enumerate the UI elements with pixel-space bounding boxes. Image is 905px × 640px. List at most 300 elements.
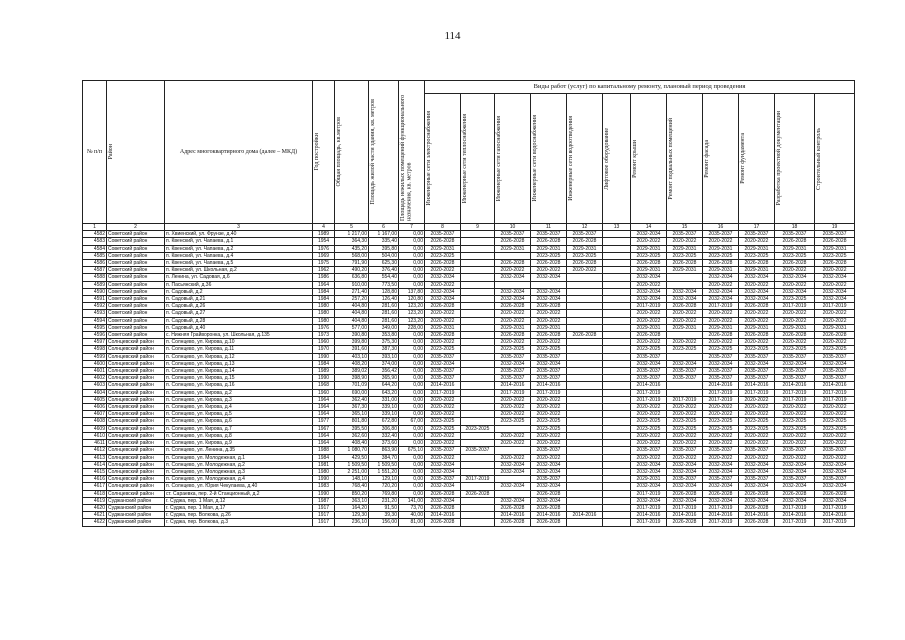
table-cell: 4596 — [83, 332, 107, 339]
table-cell: 0,00 — [399, 389, 425, 396]
table-cell — [567, 468, 603, 475]
table-cell: 2017-2019 — [775, 396, 815, 403]
table-cell — [461, 389, 495, 396]
table-cell: 2035-2037 — [531, 476, 567, 483]
table-row — [83, 432, 855, 439]
table-cell: 2020-2022 — [667, 339, 703, 346]
table-cell: 2035-2037 — [703, 353, 739, 360]
column-number: 3 — [165, 224, 313, 231]
table-cell: 2017-2019 — [703, 519, 739, 526]
table-cell: г. Суджа, пер. 1 Мая, д.12 — [165, 497, 313, 504]
col-header-work-11 — [775, 94, 815, 224]
table-cell: 0,00 — [399, 281, 425, 288]
table-cell: 2017-2019 — [703, 396, 739, 403]
table-cell: п. Пасьянский, д.36 — [165, 281, 313, 288]
table-cell: 2035-2037 — [667, 375, 703, 382]
table-cell: 2017-2019 — [815, 389, 855, 396]
table-cell: Советский район — [107, 332, 165, 339]
table-cell: 2023-2025 — [703, 425, 739, 432]
table-cell — [567, 389, 603, 396]
table-cell: 2032-2034 — [495, 288, 531, 295]
table-cell: 2026-2028 — [495, 504, 531, 511]
table-cell: 2020-2022 — [631, 281, 667, 288]
table-cell: 2020-2022 — [667, 432, 703, 439]
column-number: 2 — [107, 224, 165, 231]
table-cell: 2032-2034 — [775, 360, 815, 367]
table-cell — [603, 324, 631, 331]
table-cell: Солнцевский район — [107, 382, 165, 389]
table-cell: 801,80 — [335, 418, 369, 425]
table-cell: 393,10 — [369, 353, 399, 360]
table-cell: Солнцевский район — [107, 447, 165, 454]
table-cell: Советский район — [107, 303, 165, 310]
table-cell: 4601 — [83, 368, 107, 375]
table-cell: 2032-2034 — [667, 296, 703, 303]
work-header-text: Разработка проектной документации — [776, 111, 782, 206]
table-cell: 2017-2019 — [775, 389, 815, 396]
table-cell: 2032-2034 — [631, 468, 667, 475]
table-cell: 2032-2034 — [667, 468, 703, 475]
table-row — [83, 332, 855, 339]
table-cell: 408,20 — [335, 360, 369, 367]
table-row — [83, 281, 855, 288]
table-cell: 123,20 — [399, 310, 425, 317]
table-cell — [567, 324, 603, 331]
table-cell: п. Солнцево, ул. Кирова, д.14 — [165, 368, 313, 375]
table-cell: 2032-2034 — [631, 461, 667, 468]
table-cell — [567, 288, 603, 295]
work-header-text: Ремонт фасада — [704, 139, 710, 178]
table-cell: 2020-2022 — [739, 310, 775, 317]
table-cell: 2032-2034 — [667, 461, 703, 468]
table-cell: п. Солнцево, ул. Кирова, д.11 — [165, 346, 313, 353]
table-cell: 1975 — [313, 260, 335, 267]
column-number: 16 — [703, 224, 739, 231]
table-cell: 2026-2028 — [667, 260, 703, 267]
table-cell — [461, 404, 495, 411]
table-cell: 2032-2034 — [775, 497, 815, 504]
table-cell: 384,70 — [369, 454, 399, 461]
table-cell: 2020-2022 — [815, 411, 855, 418]
table-cell: 2020-2022 — [815, 310, 855, 317]
table-cell: 2023-2025 — [739, 418, 775, 425]
table-cell: 2023-2025 — [531, 346, 567, 353]
work-header-text: Ремонт подвальных помещений — [668, 117, 674, 200]
table-cell: 2026-2028 — [531, 519, 567, 526]
table-cell: 2032-2034 — [631, 483, 667, 490]
column-number: 9 — [461, 224, 495, 231]
table-cell: 2026-2028 — [775, 260, 815, 267]
table-cell: 2020-2022 — [425, 281, 461, 288]
table-cell — [603, 418, 631, 425]
table-cell — [603, 504, 631, 511]
table-cell: 2029-2031 — [495, 245, 531, 252]
table-cell: 1989 — [313, 231, 335, 238]
table-cell — [603, 476, 631, 483]
table-cell: 4621 — [83, 512, 107, 519]
table-cell — [667, 332, 703, 339]
table-cell: 2032-2034 — [703, 483, 739, 490]
table-cell: 2035-2037 — [703, 368, 739, 375]
table-cell: 2020-2022 — [739, 396, 775, 403]
table-cell: 2017-2019 — [703, 504, 739, 511]
table-cell: 554,40 — [369, 274, 399, 281]
table-cell: Солнцевский район — [107, 353, 165, 360]
table-cell: 2029-2031 — [531, 245, 567, 252]
table-cell: 2017-2019 — [667, 396, 703, 403]
table-cell: 2020-2022 — [495, 440, 531, 447]
table-cell: 1984 — [313, 360, 335, 367]
table-cell — [603, 382, 631, 389]
table-row — [83, 231, 855, 238]
table-cell: 0,00 — [399, 432, 425, 439]
table-cell — [567, 432, 603, 439]
table-cell: 39,30 — [369, 512, 399, 519]
table-cell — [461, 454, 495, 461]
table-cell: п. Солнцево, ул. Кирова, д.12 — [165, 353, 313, 360]
table-cell: 2032-2034 — [739, 288, 775, 295]
table-cell: 2026-2028 — [495, 332, 531, 339]
table-cell — [461, 504, 495, 511]
table-cell: 2029-2031 — [703, 245, 739, 252]
table-cell: 2023-2025 — [425, 252, 461, 259]
table-cell: 0,00 — [399, 339, 425, 346]
table-cell: 2029-2031 — [631, 476, 667, 483]
table-cell: 2020-2022 — [495, 454, 531, 461]
table-cell: 1988 — [313, 447, 335, 454]
table-cell: 2026-2028 — [567, 260, 603, 267]
table-cell: 331,00 — [369, 396, 399, 403]
table-cell: 4594 — [83, 317, 107, 324]
table-cell: 0,00 — [399, 238, 425, 245]
column-number: 18 — [775, 224, 815, 231]
table-cell: 2020-2022 — [631, 238, 667, 245]
table-cell — [495, 425, 531, 432]
table-cell: 2023-2025 — [495, 346, 531, 353]
column-number: 11 — [531, 224, 567, 231]
table-cell: 4597 — [83, 339, 107, 346]
table-cell: 2023-2025 — [739, 425, 775, 432]
table-cell: 1 217,00 — [335, 231, 369, 238]
table-cell: 2026-2028 — [739, 490, 775, 497]
table-cell: Советский район — [107, 260, 165, 267]
table-cell: 4613 — [83, 454, 107, 461]
table-cell: 2017-2019 — [703, 389, 739, 396]
table-cell: 2032-2034 — [815, 274, 855, 281]
table-cell: 398,90 — [335, 375, 369, 382]
table-cell: 2029-2031 — [531, 324, 567, 331]
table-cell: 2020-2022 — [703, 432, 739, 439]
table-cell: 2020-2022 — [815, 267, 855, 274]
table-cell — [461, 432, 495, 439]
table-cell: 2035-2037 — [495, 231, 531, 238]
table-cell: 2032-2034 — [495, 497, 531, 504]
table-cell — [603, 425, 631, 432]
table-cell: 0,00 — [399, 274, 425, 281]
table-cell: 1 080,70 — [335, 447, 369, 454]
table-cell: 2020-2022 — [495, 310, 531, 317]
table-cell: 850,20 — [335, 490, 369, 497]
table-cell: 4603 — [83, 382, 107, 389]
table-cell: п. Солнцево, ул. Молодежная, д.1 — [165, 454, 313, 461]
table-cell — [603, 512, 631, 519]
table-cell: 4598 — [83, 346, 107, 353]
table-cell: 1973 — [313, 332, 335, 339]
table-cell: 2020-2022 — [775, 339, 815, 346]
table-cell: ст. Сараевка, пер. 2-й Станционный, д.2 — [165, 490, 313, 497]
table-cell: 720,20 — [369, 483, 399, 490]
column-number: 17 — [739, 224, 775, 231]
table-cell: 4606 — [83, 404, 107, 411]
table-cell: 2032-2034 — [425, 461, 461, 468]
table-cell: 1980 — [313, 303, 335, 310]
table-cell: 2032-2034 — [739, 296, 775, 303]
nonres-area-header-text: Площадь нежилых помещений функционального назначения, кв. метров — [400, 94, 413, 221]
table-cell — [603, 360, 631, 367]
table-cell: 2014-2016 — [631, 382, 667, 389]
table-cell: 2020-2022 — [531, 404, 567, 411]
table-cell: 2020-2022 — [425, 310, 461, 317]
table-cell — [495, 447, 531, 454]
table-cell: 0,00 — [399, 396, 425, 403]
table-cell — [567, 519, 603, 526]
table-cell: 0,00 — [399, 483, 425, 490]
table-cell: 2014-2016 — [703, 382, 739, 389]
table-cell — [667, 274, 703, 281]
table-cell: 2020-2022 — [739, 281, 775, 288]
table-cell: 2032-2034 — [531, 468, 567, 475]
table-cell — [567, 504, 603, 511]
table-row — [83, 468, 855, 475]
table-cell: Солнцевский район — [107, 339, 165, 346]
table-cell: Советский район — [107, 238, 165, 245]
table-cell: 2023-2025 — [567, 252, 603, 259]
table-cell: 408,40 — [335, 440, 369, 447]
table-cell: 1964 — [313, 404, 335, 411]
table-cell: 4600 — [83, 360, 107, 367]
table-cell: 2032-2034 — [775, 461, 815, 468]
table-cell: 2032-2034 — [425, 497, 461, 504]
table-cell — [603, 303, 631, 310]
table-cell: 2035-2037 — [815, 368, 855, 375]
table-cell — [567, 274, 603, 281]
table-cell: 2023-2025 — [495, 418, 531, 425]
table-cell: 910,00 — [335, 281, 369, 288]
table-cell: 2020-2022 — [631, 339, 667, 346]
table-cell: Советский район — [107, 252, 165, 259]
table-cell: 2014-2016 — [567, 512, 603, 519]
table-cell: 2023-2025 — [815, 425, 855, 432]
table-cell: 2020-2022 — [495, 267, 531, 274]
table-cell: 2020-2022 — [531, 396, 567, 403]
table-cell — [567, 461, 603, 468]
table-cell: Советский район — [107, 231, 165, 238]
table-cell: п. Солнцево, ул. Кирова, д.10 — [165, 339, 313, 346]
table-cell: 2029-2031 — [667, 267, 703, 274]
table-cell: Суджанский район — [107, 504, 165, 511]
table-cell: 2020-2022 — [739, 454, 775, 461]
table-cell: 339,10 — [369, 411, 399, 418]
table-cell: 769,80 — [369, 490, 399, 497]
table-cell: 2035-2037 — [667, 231, 703, 238]
table-cell: 2020-2022 — [425, 404, 461, 411]
table-cell: 2026-2028 — [775, 332, 815, 339]
table-cell: 2020-2022 — [815, 281, 855, 288]
table-cell: 2020-2022 — [815, 440, 855, 447]
table-cell: 2032-2034 — [815, 296, 855, 303]
table-cell: 2017-2019 — [815, 396, 855, 403]
table-cell: 2032-2034 — [775, 468, 815, 475]
table-cell: 365,10 — [335, 411, 369, 418]
table-cell: 123,20 — [399, 303, 425, 310]
table-cell: 1970 — [313, 346, 335, 353]
table-cell: 2032-2034 — [425, 483, 461, 490]
table-cell: 2014-2016 — [775, 512, 815, 519]
table-cell: 577,00 — [335, 324, 369, 331]
table-cell: 2017-2019 — [631, 490, 667, 497]
table-cell: 2020-2022 — [739, 411, 775, 418]
table-cell: 2020-2022 — [739, 404, 775, 411]
table-cell: 2023-2025 — [815, 346, 855, 353]
table-cell: 1984 — [313, 296, 335, 303]
table-cell: 1960 — [313, 389, 335, 396]
table-cell: 2032-2034 — [815, 288, 855, 295]
table-cell: 2017-2019 — [631, 389, 667, 396]
table-cell: 2029-2031 — [739, 324, 775, 331]
table-cell: 2035-2037 — [425, 353, 461, 360]
table-cell — [461, 339, 495, 346]
col-header-work-3 — [495, 94, 531, 224]
table-cell — [603, 296, 631, 303]
table-cell: 2023-2025 — [631, 418, 667, 425]
table-cell: 2035-2037 — [703, 375, 739, 382]
table-cell: 625,30 — [369, 260, 399, 267]
table-cell — [603, 396, 631, 403]
table-cell: 690,00 — [335, 389, 369, 396]
column-number: 8 — [425, 224, 461, 231]
table-cell — [603, 483, 631, 490]
table-cell: 643,20 — [369, 389, 399, 396]
table-cell: 0,00 — [399, 454, 425, 461]
table-cell: 376,40 — [369, 267, 399, 274]
table-cell: Суджанский район — [107, 497, 165, 504]
table-cell: 2035-2037 — [495, 368, 531, 375]
table-cell: 367,30 — [335, 404, 369, 411]
table-cell: 91,50 — [369, 504, 399, 511]
table-cell: 0,00 — [399, 382, 425, 389]
table-cell: 2032-2034 — [703, 497, 739, 504]
table-cell: 4622 — [83, 519, 107, 526]
table-row — [83, 375, 855, 382]
table-cell: 2035-2037 — [739, 368, 775, 375]
table-row — [83, 461, 855, 468]
table-cell: 2014-2016 — [775, 382, 815, 389]
table-cell — [567, 382, 603, 389]
table-cell: 2026-2028 — [815, 260, 855, 267]
table-cell — [461, 303, 495, 310]
table-row — [83, 504, 855, 511]
table-cell: 2020-2022 — [631, 432, 667, 439]
table-cell: 2020-2022 — [815, 454, 855, 461]
table-cell: 2023-2025 — [739, 252, 775, 259]
table-cell: 2017-2019 — [815, 303, 855, 310]
table-cell: 126,40 — [369, 296, 399, 303]
table-cell — [603, 339, 631, 346]
table-row — [83, 353, 855, 360]
table-cell: 2035-2037 — [815, 447, 855, 454]
table-cell: 1984 — [313, 288, 335, 295]
table-cell: 0,00 — [399, 267, 425, 274]
table-cell — [461, 519, 495, 526]
table-cell — [461, 296, 495, 303]
table-cell — [667, 389, 703, 396]
table-cell: п. Солнцево, ул. Кирова, д.5 — [165, 411, 313, 418]
table-cell: 2026-2028 — [531, 504, 567, 511]
table-cell: 2032-2034 — [631, 288, 667, 295]
table-cell: п. Солнцево, ул. Кирова, д.4 — [165, 404, 313, 411]
table-cell: п. Солнцево, ул. Кирова, д.7 — [165, 425, 313, 432]
table-cell: 2032-2034 — [667, 483, 703, 490]
table-row — [83, 252, 855, 259]
table-cell: 2032-2034 — [815, 483, 855, 490]
table-cell: 2020-2022 — [631, 411, 667, 418]
table-cell: 2014-2016 — [667, 512, 703, 519]
table-cell: 2029-2031 — [631, 267, 667, 274]
table-cell: 2026-2028 — [631, 260, 667, 267]
table-cell: 332,40 — [369, 432, 399, 439]
table-cell: 636,80 — [335, 274, 369, 281]
table-cell — [667, 281, 703, 288]
table-cell — [531, 281, 567, 288]
table-cell: 2023-2025 — [531, 252, 567, 259]
table-cell — [567, 411, 603, 418]
table-cell: 387,30 — [369, 346, 399, 353]
table-cell — [495, 490, 531, 497]
table-cell: 2020-2022 — [667, 454, 703, 461]
table-cell: 2020-2022 — [531, 267, 567, 274]
table-cell: 2035-2037 — [739, 353, 775, 360]
table-cell: 73,70 — [399, 504, 425, 511]
table-cell: 2026-2028 — [425, 332, 461, 339]
col-header-work-6 — [603, 94, 631, 224]
table-cell — [603, 411, 631, 418]
work-header-text: Ремонт крыши — [632, 139, 638, 178]
column-number: 6 — [369, 224, 399, 231]
table-cell: 2014-2016 — [631, 512, 667, 519]
table-cell: 390,80 — [335, 332, 369, 339]
table-cell: 2032-2034 — [495, 483, 531, 490]
table-cell: 395,80 — [369, 245, 399, 252]
table-cell: 1980 — [313, 310, 335, 317]
table-cell: 2032-2034 — [815, 360, 855, 367]
table-cell: 137,80 — [399, 288, 425, 295]
table-cell: 4607 — [83, 411, 107, 418]
table-cell: 2020-2022 — [531, 317, 567, 324]
table-cell: Солнцевский район — [107, 360, 165, 367]
table-cell: 1983 — [313, 483, 335, 490]
table-cell: 2035-2037 — [631, 375, 667, 382]
table-cell: 1986 — [313, 274, 335, 281]
table-cell: 2020-2022 — [703, 281, 739, 288]
table-cell — [461, 353, 495, 360]
table-cell: 2026-2028 — [739, 332, 775, 339]
work-header-text: Строительный контроль — [816, 127, 822, 190]
table-cell: 2014-2016 — [703, 512, 739, 519]
table-cell: 1976 — [313, 324, 335, 331]
table-cell: 2035-2037 — [703, 447, 739, 454]
table-cell: 2035-2037 — [739, 476, 775, 483]
table-cell: 2026-2028 — [567, 238, 603, 245]
